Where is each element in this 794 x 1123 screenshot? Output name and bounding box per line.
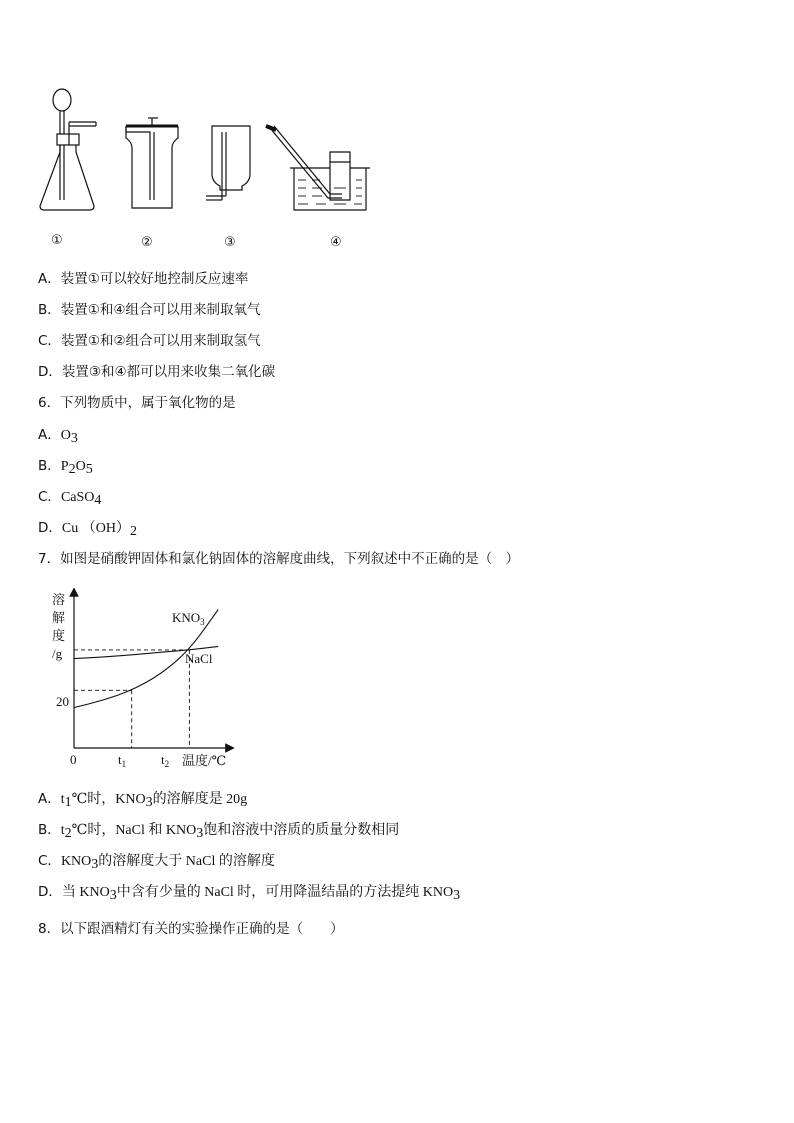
q5-option-d[interactable]: D．装置③和④都可以用来收集二氧化碳 [38,364,276,380]
gas-bottle [126,118,178,208]
apparatus-label-3: ③ [224,235,236,250]
q6-stem: 6．下列物质中，属于氧化物的是 [38,395,236,411]
q5-option-b[interactable]: B．装置①和④组合可以用来制取氧气 [38,302,261,318]
q6-option-a[interactable]: A．$O_3$ [38,427,78,446]
x-tick-label-t2: $t_2$ [161,752,170,769]
q8-stem: 8．以下跟酒精灯有关的实验操作正确的是（ ） [38,921,344,937]
x-tick-label-t1: $t_1$ [118,752,127,769]
solubility-chart [44,588,244,772]
q6-option-d[interactable]: D．Cu $(OH)_2$ [38,520,137,539]
origin-label: 0 [70,752,77,767]
apparatus-figure [30,82,390,222]
apparatus-label-1: ① [51,233,63,248]
water-trough [266,126,370,210]
y-tick-label-20: 20 [56,694,69,709]
q7-stem: 7．如图是硝酸钾固体和氯化钠固体的溶解度曲线，下列叙述中不正确的是（ ） [38,551,520,567]
q5-option-a[interactable]: A．装置①可以较好地控制反应速率 [38,271,249,287]
conical-flask-with-funnel [40,89,96,210]
apparatus-label-4: ④ [330,235,342,250]
kno3-series-label: $KNO_3$ [172,610,205,627]
y-axis-label-1: 溶 [52,592,66,607]
q7-option-d[interactable]: D．当 $KNO_3$中含有少量的 NaCl 时，可用降温结晶的方法提纯 $KNO_3$ [38,884,461,903]
q7-option-a[interactable]: A．$t_1℃$时，$KNO_3$的溶解度是 20g [38,791,248,810]
q7-option-b[interactable]: B．$t_2℃$时，NaCl 和 $KNO_3$饱和溶液中溶质的质量分数相同 [38,822,400,841]
x-axis-label: 温度/℃ [182,753,227,768]
q5-option-c[interactable]: C．装置①和②组合可以用来制取氢气 [38,333,261,349]
q6-option-c[interactable]: C．CaSO$_4$ [38,489,102,508]
apparatus-label-2: ② [141,235,153,250]
y-axis-label-3: 度 [52,628,66,643]
q6-option-b[interactable]: B．$P_2O_5$ [38,458,93,477]
nacl-series-label: NaCl [185,651,213,666]
y-axis-label-2: 解 [52,610,66,625]
q7-option-c[interactable]: C．$KNO_3$的溶解度大于 NaCl 的溶解度 [38,853,275,872]
y-axis-label-4: /g [52,646,63,661]
inverted-gas-bottle [206,126,250,200]
